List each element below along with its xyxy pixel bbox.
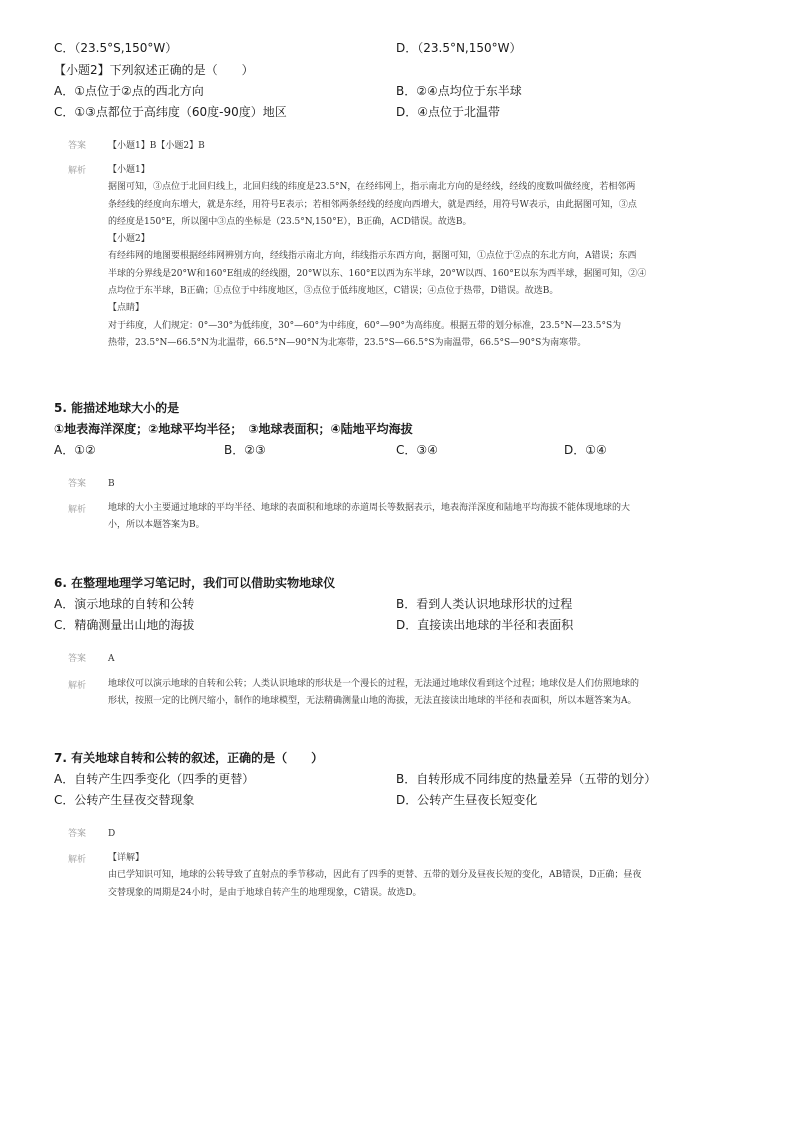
q4-sub2-option-c[interactable]: C．①③点都位于高纬度（60度-90度）地区 (54, 105, 287, 119)
q5-explanation-label: 解析 (68, 505, 87, 515)
explanation-line: 【小题1】 (108, 165, 150, 175)
q5-option-c[interactable]: C．③④ (396, 443, 438, 457)
explanation-line: 热带，23.5°N—66.5°N为北温带，66.5°N—90°N为北寒带，23.5°S—66.5°S为南温带，66.5°S—90°S为南寒带。 (108, 337, 587, 348)
q6-explanation (108, 676, 724, 711)
q5-options (54, 440, 754, 460)
q4-answer-label: 答案 (68, 141, 87, 151)
explanation-line: 的经度是150°E，所以图中③点的坐标是（23.5°N,150°E），B正确，ACD错误。故选B。 (108, 216, 472, 227)
q6-answer: A (108, 654, 115, 664)
explanation-line: 【小题2】 (108, 234, 150, 245)
q6-option-a[interactable]: A．演示地球的自转和公转 (54, 597, 195, 611)
q4-sub2-stem: 【小题2】下列叙述正确的是（ ） (54, 63, 254, 77)
q6-option-d[interactable]: D．直接读出地球的半径和表面积 (396, 618, 574, 632)
q4-sub2-option-d[interactable]: D．④点位于北温带 (396, 105, 500, 119)
q4-sub2-option-b[interactable]: B．②④点均位于东半球 (396, 84, 522, 98)
explanation-line: 条经线的经度向东增大，就是东经，用符号E表示；若相邻两条经线的经度向西增大，就是西经，用符号W表示，由此据图可知，③点 (108, 199, 637, 210)
q5-stem: 5. 能描述地球大小的是 (54, 401, 180, 415)
q5-option-b[interactable]: B．②③ (224, 443, 266, 457)
q7-option-d[interactable]: D．公转产生昼夜长短变化 (396, 793, 538, 807)
q5-items: ①地表海洋深度；②地球平均半径； ③地球表面积；④陆地平均海拔 (54, 422, 413, 436)
q4-sub1-option-d[interactable]: D．（23.5°N,150°W） (396, 41, 522, 55)
q6-explanation-label: 解析 (68, 681, 87, 691)
q5-option-a[interactable]: A．①② (54, 443, 96, 457)
q7-option-c[interactable]: C．公转产生昼夜交替现象 (54, 793, 195, 807)
q4-sub1-option-c[interactable]: C．（23.5°S,150°W） (54, 41, 178, 55)
q7-explanation-label: 解析 (68, 855, 87, 865)
q6-options-ab (54, 594, 754, 614)
q6-option-b[interactable]: B．看到人类认识地球形状的过程 (396, 597, 573, 611)
explanation-line: 【详解】 (108, 853, 145, 863)
explanation-line: 地球仪可以演示地球的自转和公转；人类认识地球的形状是一个漫长的过程，无法通过地球仪看到这个过程；地球仪是人们仿照地球的 (108, 679, 640, 689)
q4-explanation-label: 解析 (68, 166, 87, 176)
q4-sub2-options-cd (54, 102, 754, 122)
q5-answer-label: 答案 (68, 479, 87, 489)
explanation-line: 地球的大小主要通过地球的平均半径、地球的表面积和地球的赤道周长等数据表示，地表海洋深度和陆地平均海拔不能体现地球的大 (108, 503, 631, 513)
q7-stem: 7. 有关地球自转和公转的叙述，正确的是（ ） (54, 751, 324, 765)
explanation-line: 由已学知识可知，地球的公转导致了直射点的季节移动，因此有了四季的更替、五带的划分及昼夜长短的变化，AB错误，D正确；昼夜 (108, 870, 642, 881)
explanation-line: 半球的分界线是20°W和160°E组成的经线圈，20°W以东、160°E以西为东半球，20°W以西、160°E以东为西半球，据图可知，②④ (108, 268, 647, 279)
explanation-line: 据图可知，③点位于北回归线上，北回归线的纬度是23.5°N，在经纬网上，指示南北方向的是经线，经线的度数叫做经度，若相邻两 (108, 182, 636, 193)
explanation-line: 【点睛】 (108, 303, 145, 314)
explanation-line: 交替现象的周期是24小时，是由于地球自转产生的地理现象，C错误。故选D。 (108, 887, 422, 898)
q4-explanation (108, 162, 724, 352)
q7-option-a[interactable]: A．自转产生四季变化（四季的更替） (54, 772, 255, 786)
q6-options-cd (54, 615, 754, 635)
explanation-line: 点均位于东半球，B正确；①点位于中纬度地区，③点位于低纬度地区，C错误；④点位于热带，D错误。故选B。 (108, 286, 559, 297)
q7-options-ab (54, 769, 754, 789)
explanation-line: 形状，按照一定的比例尺缩小，制作的地球模型，无法精确测量山地的海拔，无法直接读出地球的半径和表面积，所以本题答案为A。 (108, 696, 637, 707)
explanation-line: 小，所以本题答案为B。 (108, 520, 205, 531)
q7-answer-label: 答案 (68, 829, 87, 839)
q7-explanation (108, 850, 724, 902)
q7-options-cd (54, 790, 754, 810)
q7-option-b[interactable]: B．自转形成不同纬度的热量差异（五带的划分） (396, 772, 657, 786)
q6-option-c[interactable]: C．精确测量出山地的海拔 (54, 618, 195, 632)
q6-answer-label: 答案 (68, 654, 87, 664)
explanation-line: 对于纬度，人们规定：0°—30°为低纬度，30°—60°为中纬度，60°—90°为高纬度。根据五带的划分标准，23.5°N—23.5°S为 (108, 320, 622, 331)
q6-stem: 6. 在整理地理学习笔记时，我们可以借助实物地球仪 (54, 576, 336, 590)
q4-sub1-options-cd (54, 38, 754, 58)
q5-option-d[interactable]: D．①④ (564, 443, 607, 457)
q4-sub2-option-a[interactable]: A．①点位于②点的西北方向 (54, 84, 204, 98)
explanation-line: 有经纬网的地图要根据经纬网辨别方向，经线指示南北方向，纬线指示东西方向，据图可知，①点位于②点的东北方向，A错误；东西 (108, 251, 637, 262)
q4-sub2-options-ab (54, 81, 754, 101)
q4-answer: 【小题1】B【小题2】B (108, 141, 205, 151)
q7-answer: D (108, 829, 116, 839)
q5-answer: B (108, 479, 115, 489)
q5-explanation (108, 500, 724, 535)
